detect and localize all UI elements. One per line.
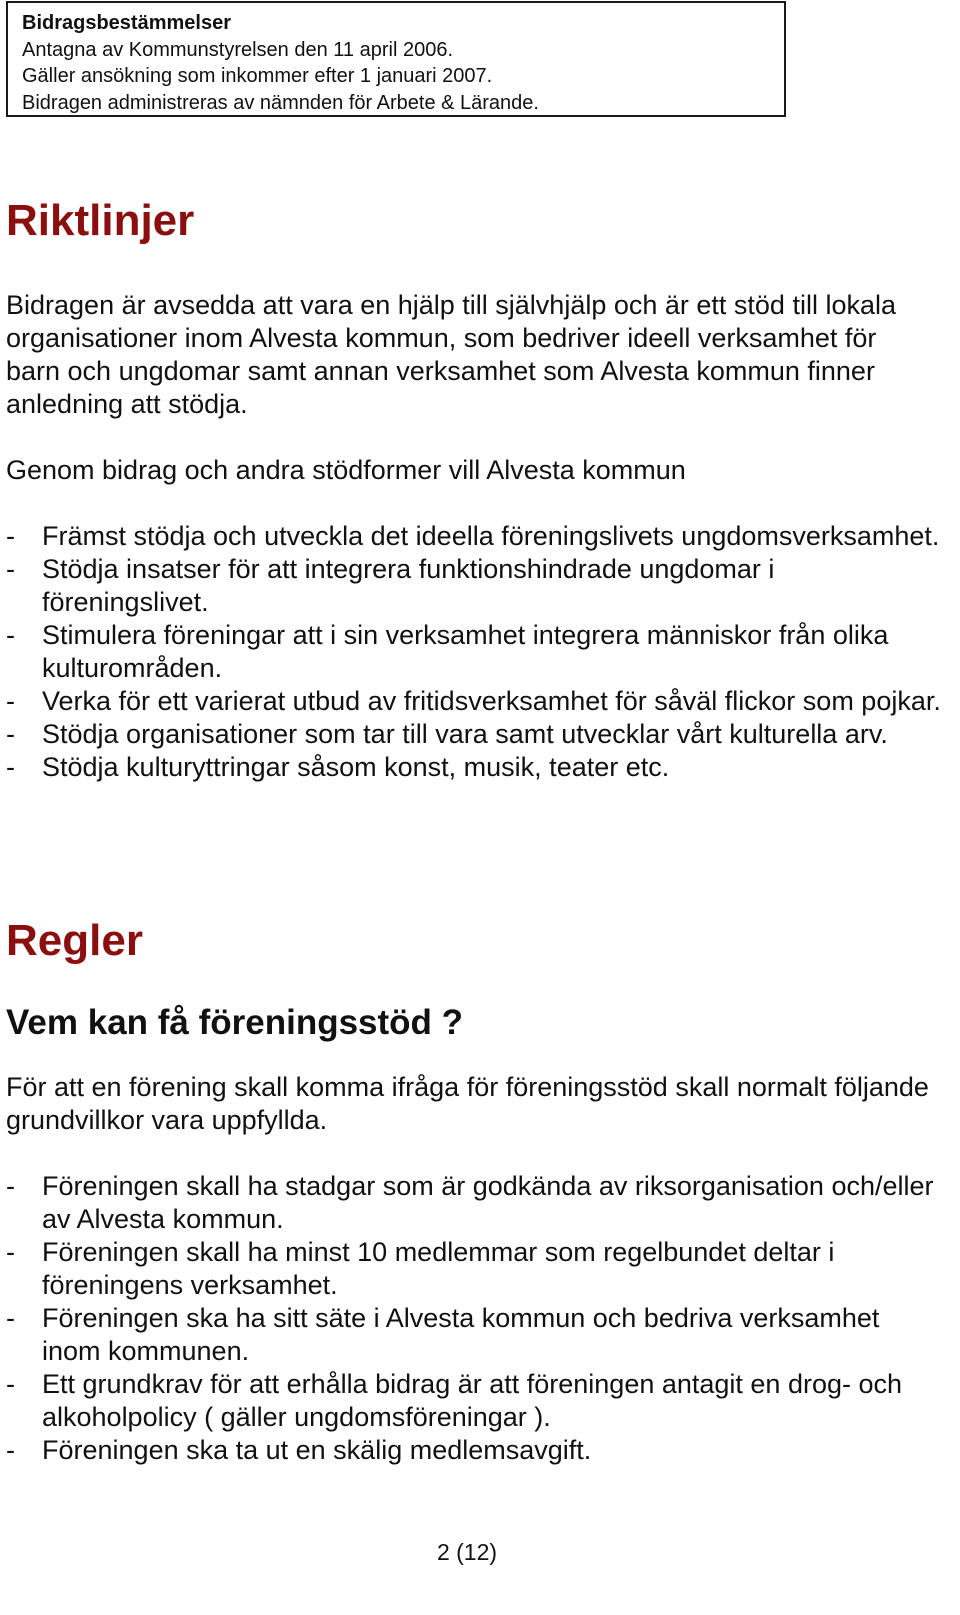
heading-regler: Regler (6, 916, 143, 965)
list-item: - Föreningen skall ha stadgar som är godkända av riksorganisation och/eller av Alvesta kommun. (6, 1170, 941, 1236)
list-item: - Stimulera föreningar att i sin verksamhet integrera människor från olika kulturområden. (6, 619, 941, 685)
riktlinjer-list (6, 520, 941, 784)
header-line-administered: Bidragen administreras av nämnden för Arbete & Lärande. (22, 91, 539, 114)
list-item: - Ett grundkrav för att erhålla bidrag är att föreningen antagit en drog- och alkoholpolicy ( gäller ungdomsföreningar ). (6, 1368, 941, 1434)
regler-list (6, 1170, 941, 1467)
list-item: - Främst stödja och utveckla det ideella föreningslivets ungdomsverksamhet. (6, 520, 941, 553)
regler-intro: För att en förening skall komma ifråga för föreningsstöd skall normalt följande grundvillkor vara uppfyllda. (6, 1072, 929, 1135)
header-line-valid: Gäller ansökning som inkommer efter 1 januari 2007. (22, 65, 493, 87)
list-item: - Stödja insatser för att integrera funktionshindrade ungdomar i föreningslivet. (6, 553, 941, 619)
page-number: 2 (12) (436, 1539, 498, 1565)
document-header-box (6, 1, 786, 117)
heading-riktlinjer: Riktlinjer (6, 196, 195, 245)
list-item: - Stödja kulturyttringar såsom konst, musik, teater etc. (6, 751, 941, 784)
subheading-vem-kan: Vem kan få föreningsstöd ? (6, 1003, 464, 1042)
list-item: - Verka för ett varierat utbud av fritidsverksamhet för såväl flickor som pojkar. (6, 685, 941, 718)
list-item: - Föreningen skall ha minst 10 medlemmar som regelbundet deltar i föreningens verksamhet. (6, 1236, 941, 1302)
list-item: - Föreningen ska ha sitt säte i Alvesta kommun och bedriva verksamhet inom kommunen. (6, 1302, 941, 1368)
riktlinjer-lead: Genom bidrag och andra stödformer vill Alvesta kommun (6, 455, 686, 485)
list-item: - Föreningen ska ta ut en skälig medlemsavgift. (6, 1434, 941, 1467)
header-line-adopted: Antagna av Kommunstyrelsen den 11 april 2006. (22, 38, 454, 61)
list-item: - Stödja organisationer som tar till vara samt utvecklar vårt kulturella arv. (6, 718, 941, 751)
riktlinjer-intro: Bidragen är avsedda att vara en hjälp till självhjälp och är ett stöd till lokala organisationer inom Alvesta kommun, som bedriver ideell verksamhet för barn och ungdomar samt annan verksamhet som Alvesta kommun finner anledning att stödja. (6, 290, 896, 419)
document-title: Bidragsbestämmelser (22, 12, 231, 34)
